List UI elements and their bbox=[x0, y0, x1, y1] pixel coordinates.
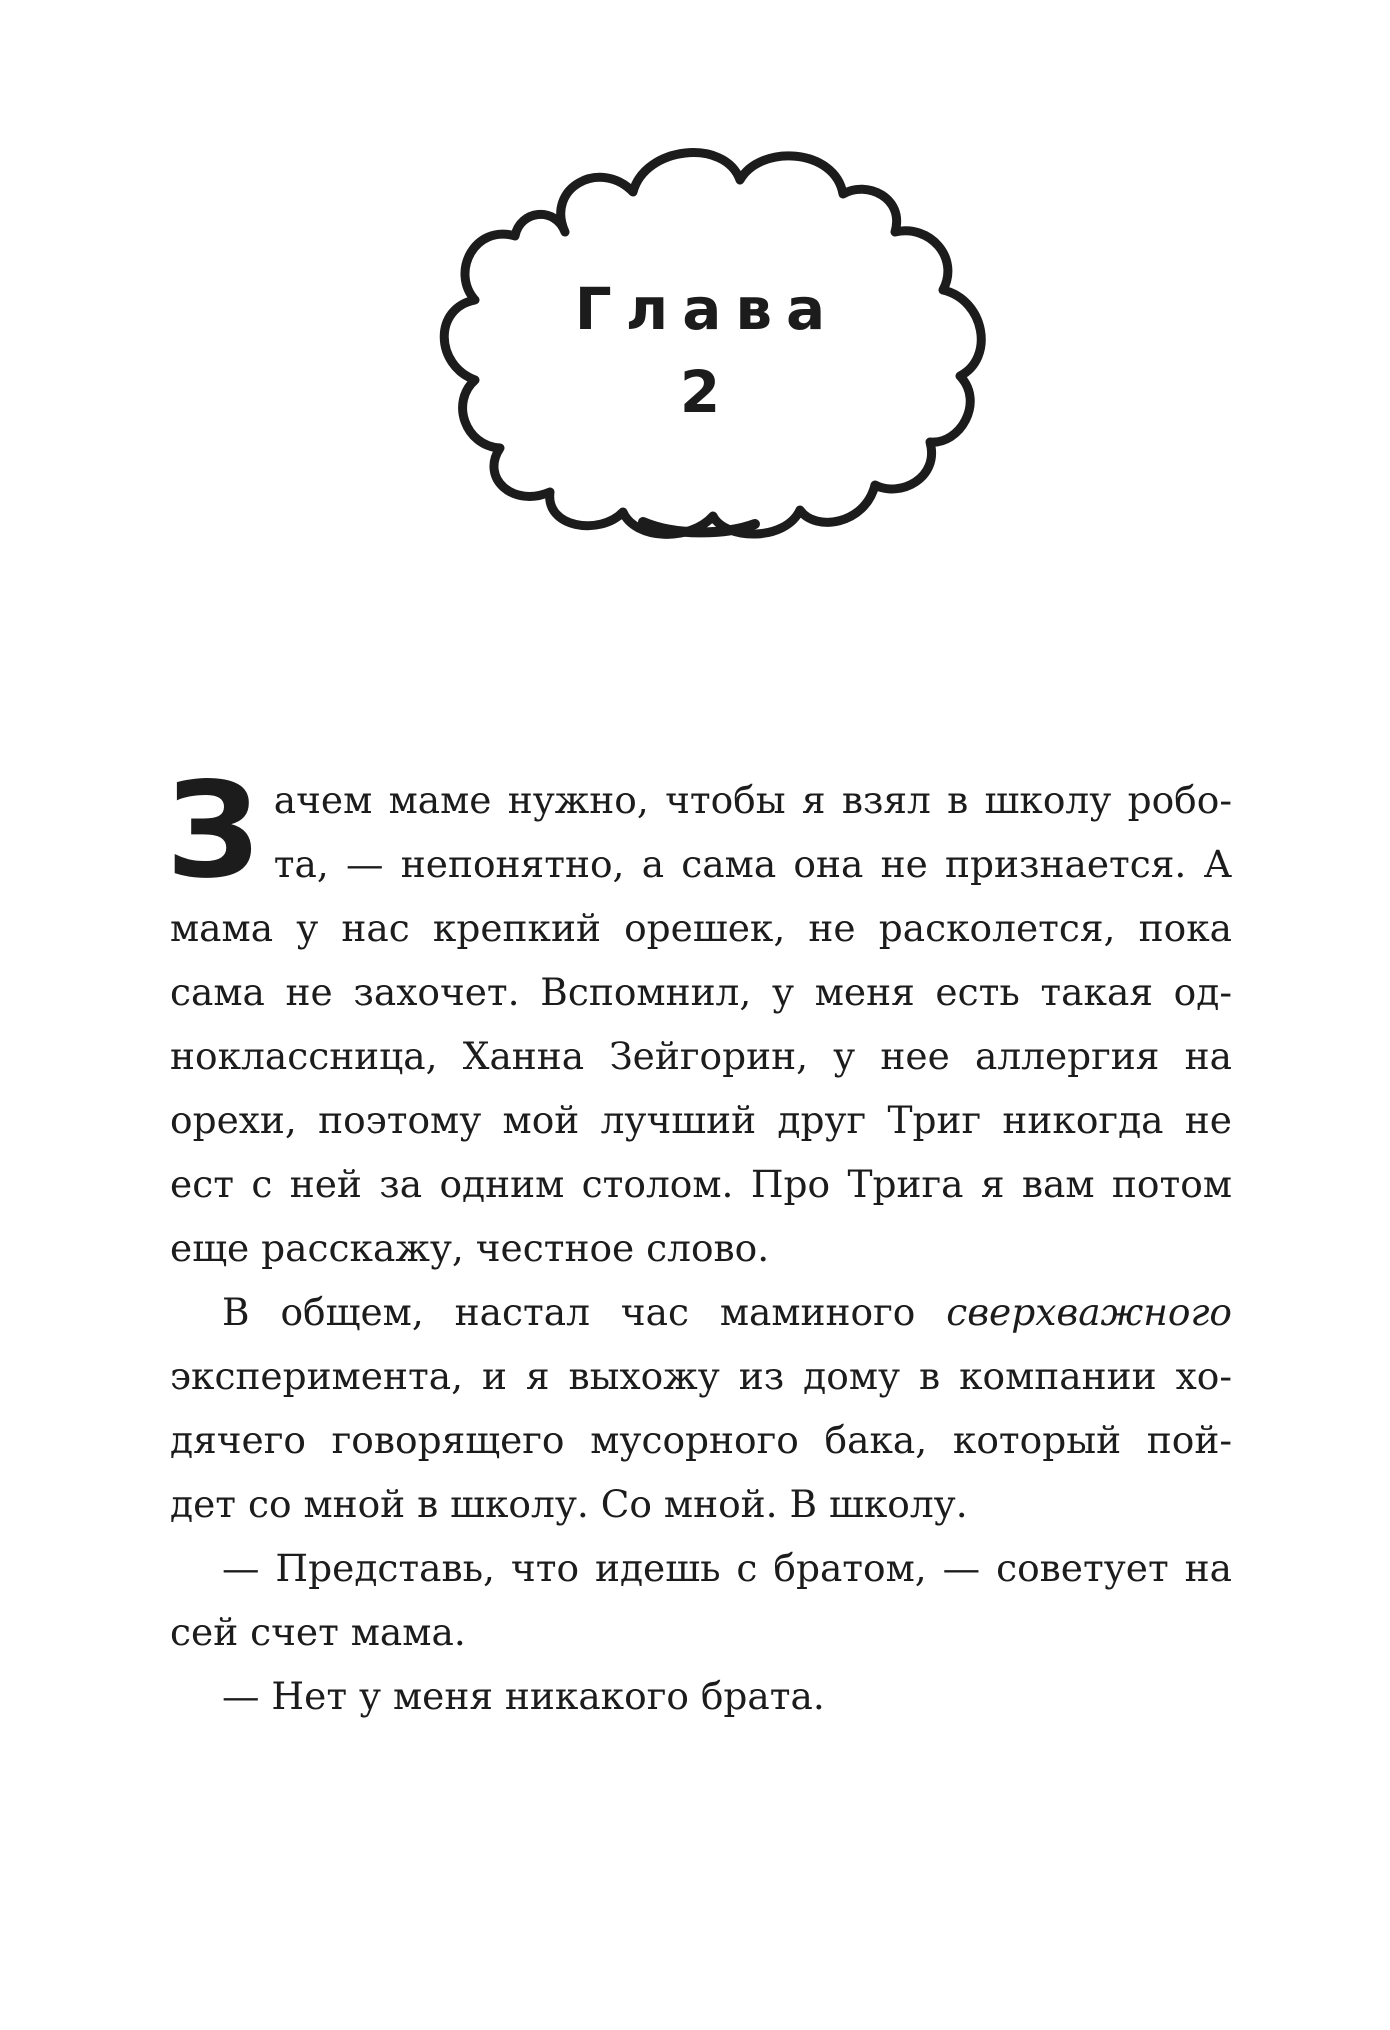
text-line: еще расскажу, честное слово. bbox=[170, 1226, 770, 1270]
chapter-body-text bbox=[166, 754, 1232, 1728]
italic-word: сверхважного bbox=[946, 1290, 1232, 1334]
text-line: мама у нас крепкий орешек, не расколется, пока bbox=[170, 906, 1232, 950]
paragraph-1 bbox=[166, 754, 1232, 1280]
paragraph-2 bbox=[170, 1280, 1232, 1536]
text-line: эксперимента, и я выхожу из дому в компании хо- bbox=[170, 1354, 1232, 1398]
text-line: ноклассница, Ханна Зейгорин, у нее аллергия на bbox=[170, 1034, 1232, 1078]
text-line: сама не захочет. Вспомнил, у меня есть такая од- bbox=[170, 970, 1232, 1014]
text-run: В общем, настал час маминого bbox=[222, 1290, 916, 1334]
text-line: дячего говорящего мусорного бака, который пой- bbox=[170, 1418, 1232, 1462]
chapter-cloud-header bbox=[395, 140, 1005, 540]
text-line: ест с ней за одним столом. Про Трига я вам потом bbox=[170, 1162, 1232, 1206]
text-line: — Представь, что идешь с братом, — советует на bbox=[222, 1546, 1232, 1590]
chapter-number: 2 bbox=[679, 358, 721, 426]
text-line: та, — непонятно, а сама она не признается. А bbox=[273, 842, 1232, 886]
text-line: орехи, поэтому мой лучший друг Триг никогда не bbox=[170, 1098, 1232, 1142]
paragraph-4 bbox=[170, 1664, 1232, 1728]
drop-cap-letter: З bbox=[166, 754, 260, 908]
chapter-label: Глава bbox=[574, 275, 840, 343]
text-line bbox=[170, 1280, 1232, 1344]
text-line: — Нет у меня никакого брата. bbox=[222, 1674, 825, 1718]
text-line: сей счет мама. bbox=[170, 1610, 466, 1654]
text-line: дет со мной в школу. Со мной. В школу. bbox=[170, 1482, 968, 1526]
text-line: ачем маме нужно, чтобы я взял в школу робо- bbox=[273, 778, 1232, 822]
paragraph-3 bbox=[170, 1536, 1232, 1664]
